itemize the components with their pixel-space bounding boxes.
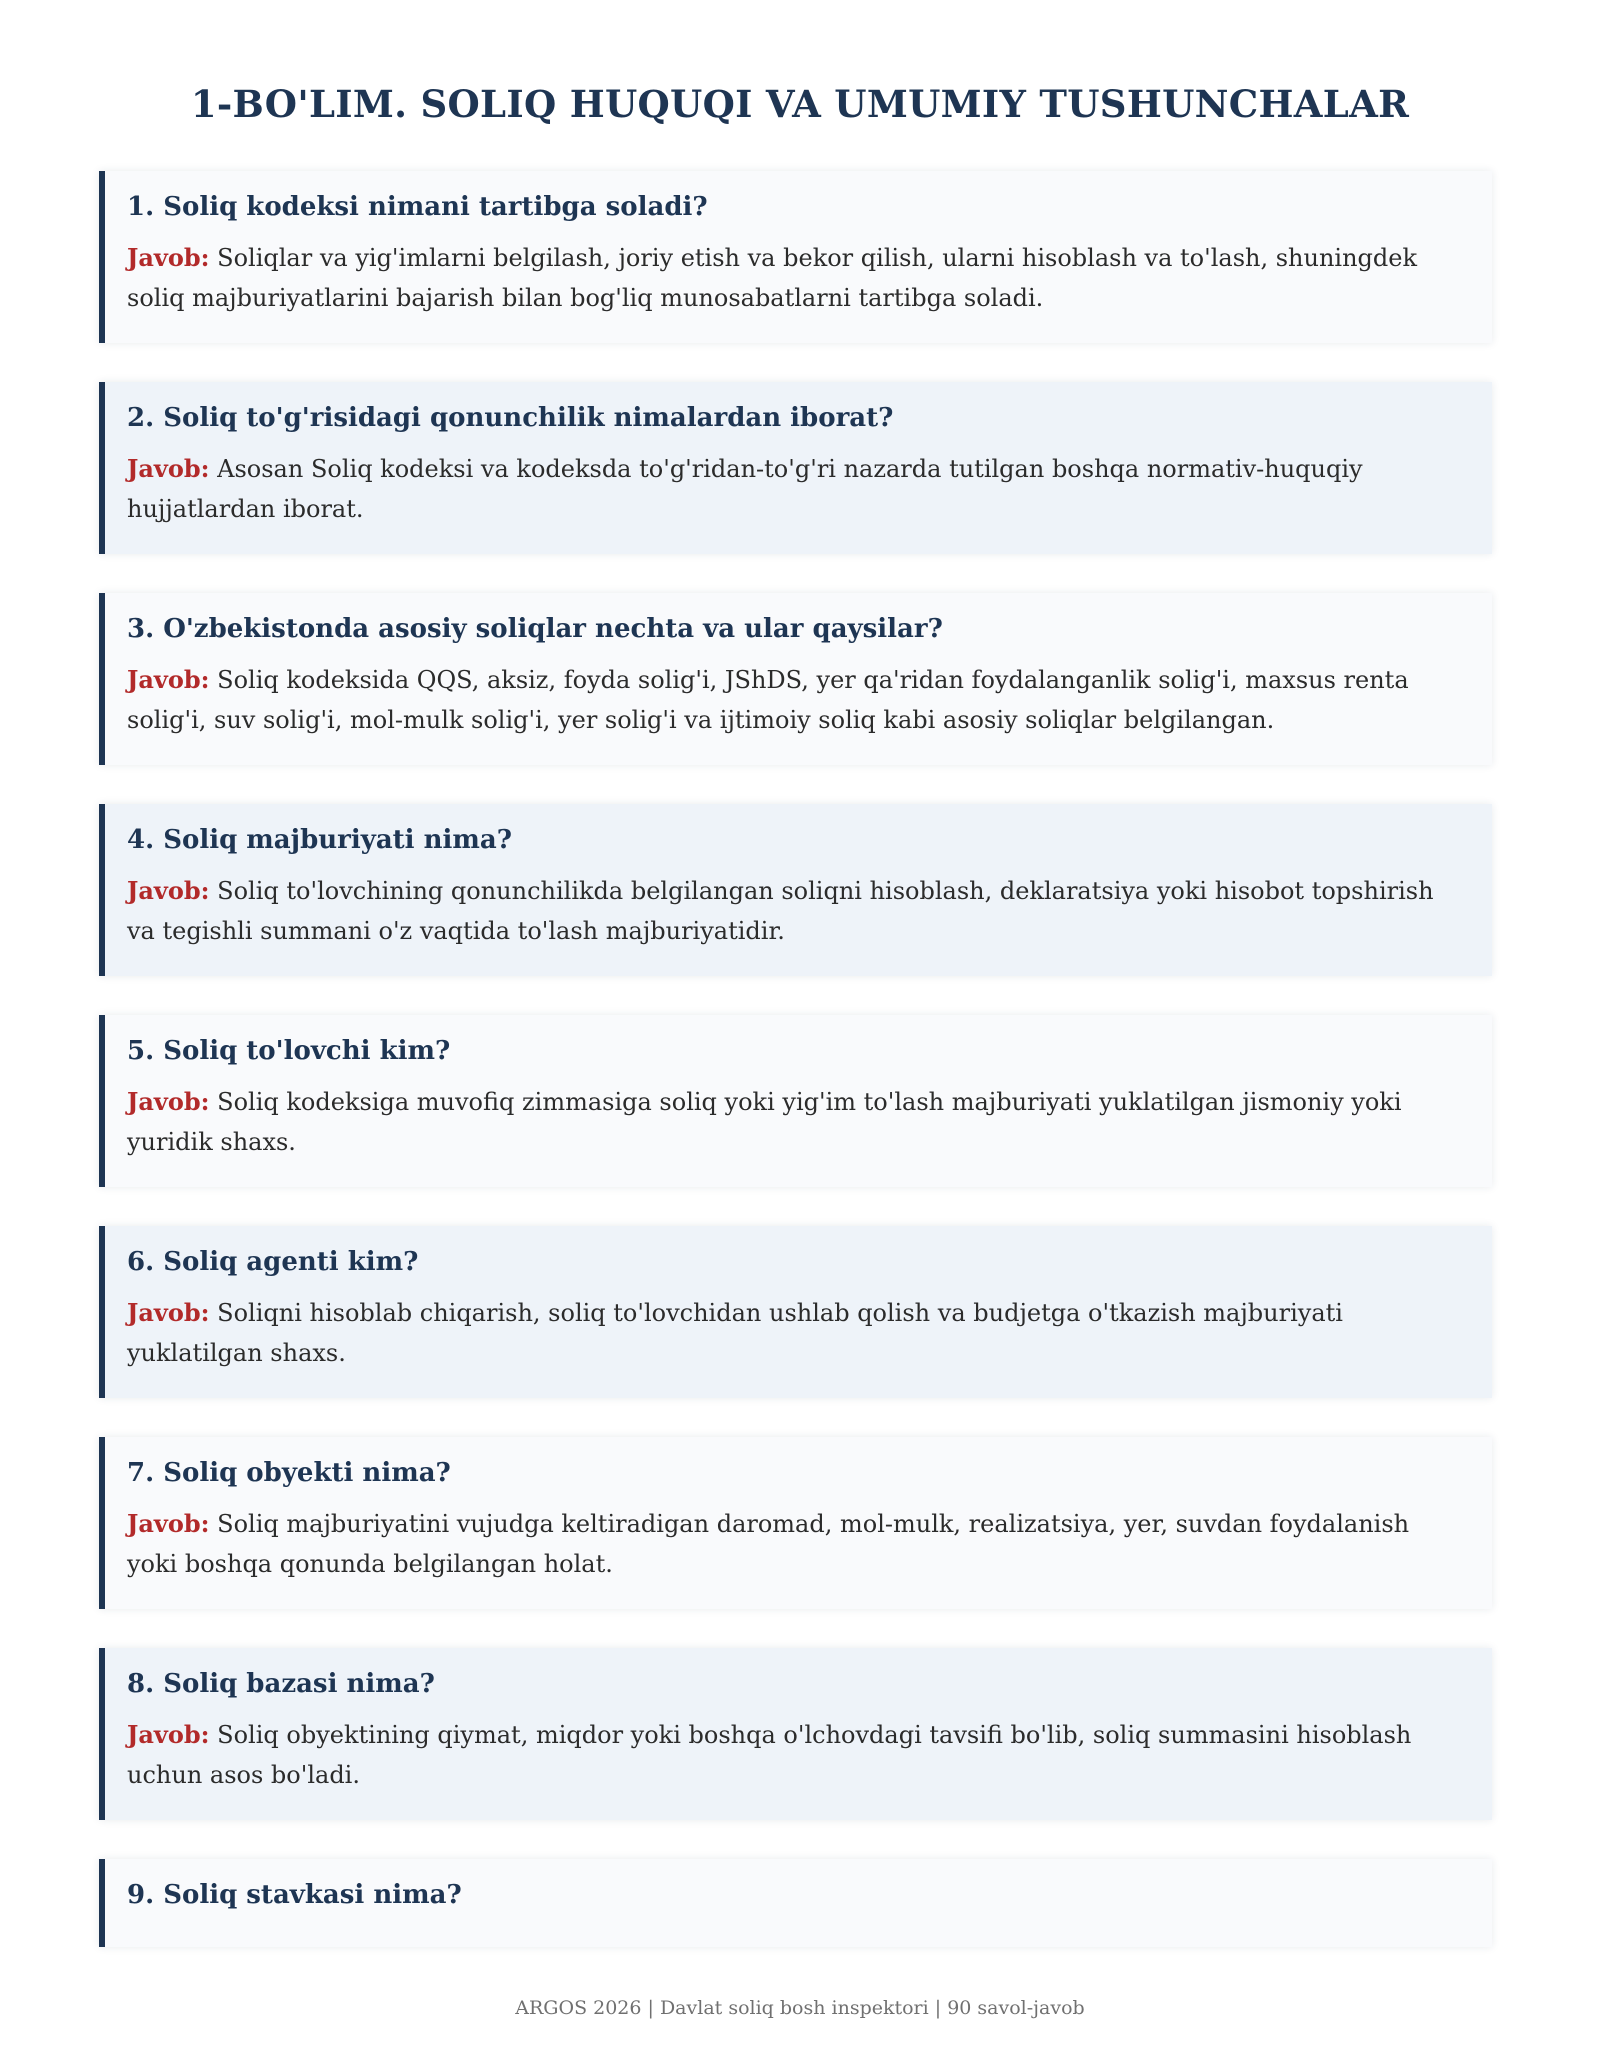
answer-block	[127, 871, 1466, 951]
question-text: 3. O'zbekistonda asosiy soliqlar nechta va ular qaysilar?	[127, 614, 943, 644]
qa-item-9	[99, 1859, 1492, 1947]
answer-text: Soliqlar va yig'imlarni belgilash, joriy etish va bekor qilish, ularni hisoblash va to'lash, shuningdek soliq majburiyatlarini bajarish bilan bog'liq munosabatlarni tartibga soladi.	[127, 244, 1418, 312]
answer-label: Javob:	[127, 1298, 210, 1327]
answer-block	[127, 449, 1466, 529]
answer-text: Soliq obyektining qiymat, miqdor yoki boshqa o'lchovdagi tavsifi bo'lib, soliq summasini hisoblash uchun asos bo'ladi.	[127, 1721, 1412, 1789]
question-text: 2. Soliq to'g'risidagi qonunchilik nimalardan iborat?	[127, 403, 894, 433]
answer-label: Javob:	[127, 1509, 210, 1538]
answer-text: Soliq to'lovchining qonunchilikda belgilangan soliqni hisoblash, deklaratsiya yoki hisobot topshirish va tegishli summani o'z vaqtida to'lash majburiyatidir.	[127, 877, 1434, 945]
section-title: 1-BO'LIM. SOLIQ HUQUQI VA UMUMIY TUSHUNCHALAR	[190, 82, 1410, 126]
answer-label: Javob:	[127, 665, 210, 694]
qa-item-6	[99, 1226, 1492, 1398]
answer-label: Javob:	[127, 1087, 210, 1116]
answer-text: Asosan Soliq kodeksi va kodeksda to'g'ridan-to'g'ri nazarda tutilgan boshqa normativ-huquqiy hujjatlardan iborat.	[127, 455, 1363, 523]
qa-item-1	[99, 171, 1492, 343]
answer-block	[127, 238, 1466, 318]
answer-block	[127, 1082, 1466, 1162]
answer-block	[127, 1715, 1466, 1795]
qa-item-4	[99, 804, 1492, 976]
answer-label: Javob:	[127, 1720, 210, 1749]
answer-block	[127, 1293, 1466, 1373]
answer-text: Soliq kodeksida QQS, aksiz, foyda solig'i, JShDS, yer qa'ridan foydalanganlik solig'i, maxsus renta solig'i, suv solig'i, mol-mulk solig'i, yer solig'i va ijtimoiy soliq kabi asosiy soliqlar belgilangan.	[127, 666, 1409, 734]
qa-item-8	[99, 1648, 1492, 1820]
question-text: 5. Soliq to'lovchi kim?	[127, 1036, 451, 1066]
question-text: 6. Soliq agenti kim?	[127, 1247, 419, 1277]
answer-label: Javob:	[127, 454, 210, 483]
answer-label: Javob:	[127, 876, 210, 905]
page-footer: ARGOS 2026 | Davlat soliq bosh inspektori | 90 savol-javob	[515, 1997, 1085, 2019]
qa-item-7	[99, 1437, 1492, 1609]
answer-label: Javob:	[127, 243, 210, 272]
qa-item-3	[99, 593, 1492, 765]
qa-item-2	[99, 382, 1492, 554]
question-text: 8. Soliq bazasi nima?	[127, 1669, 435, 1699]
question-text: 4. Soliq majburiyati nima?	[127, 825, 512, 855]
answer-text: Soliqni hisoblab chiqarish, soliq to'lovchidan ushlab qolish va budjetga o'tkazish majburiyati yuklatilgan shaxs.	[127, 1299, 1343, 1367]
question-text: 7. Soliq obyekti nima?	[127, 1458, 451, 1488]
question-text: 9. Soliq stavkasi nima?	[127, 1880, 462, 1910]
answer-block	[127, 1504, 1466, 1584]
question-text: 1. Soliq kodeksi nimani tartibga soladi?	[127, 192, 708, 222]
qa-item-5	[99, 1015, 1492, 1187]
answer-block	[127, 660, 1466, 740]
answer-text: Soliq kodeksiga muvofiq zimmasiga soliq yoki yig'im to'lash majburiyati yuklatilgan jismoniy yoki yuridik shaxs.	[127, 1088, 1402, 1156]
answer-text: Soliq majburiyatini vujudga keltiradigan daromad, mol-mulk, realizatsiya, yer, suvdan foydalanish yoki boshqa qonunda belgilangan holat.	[127, 1510, 1410, 1578]
qa-list	[99, 171, 1492, 1947]
